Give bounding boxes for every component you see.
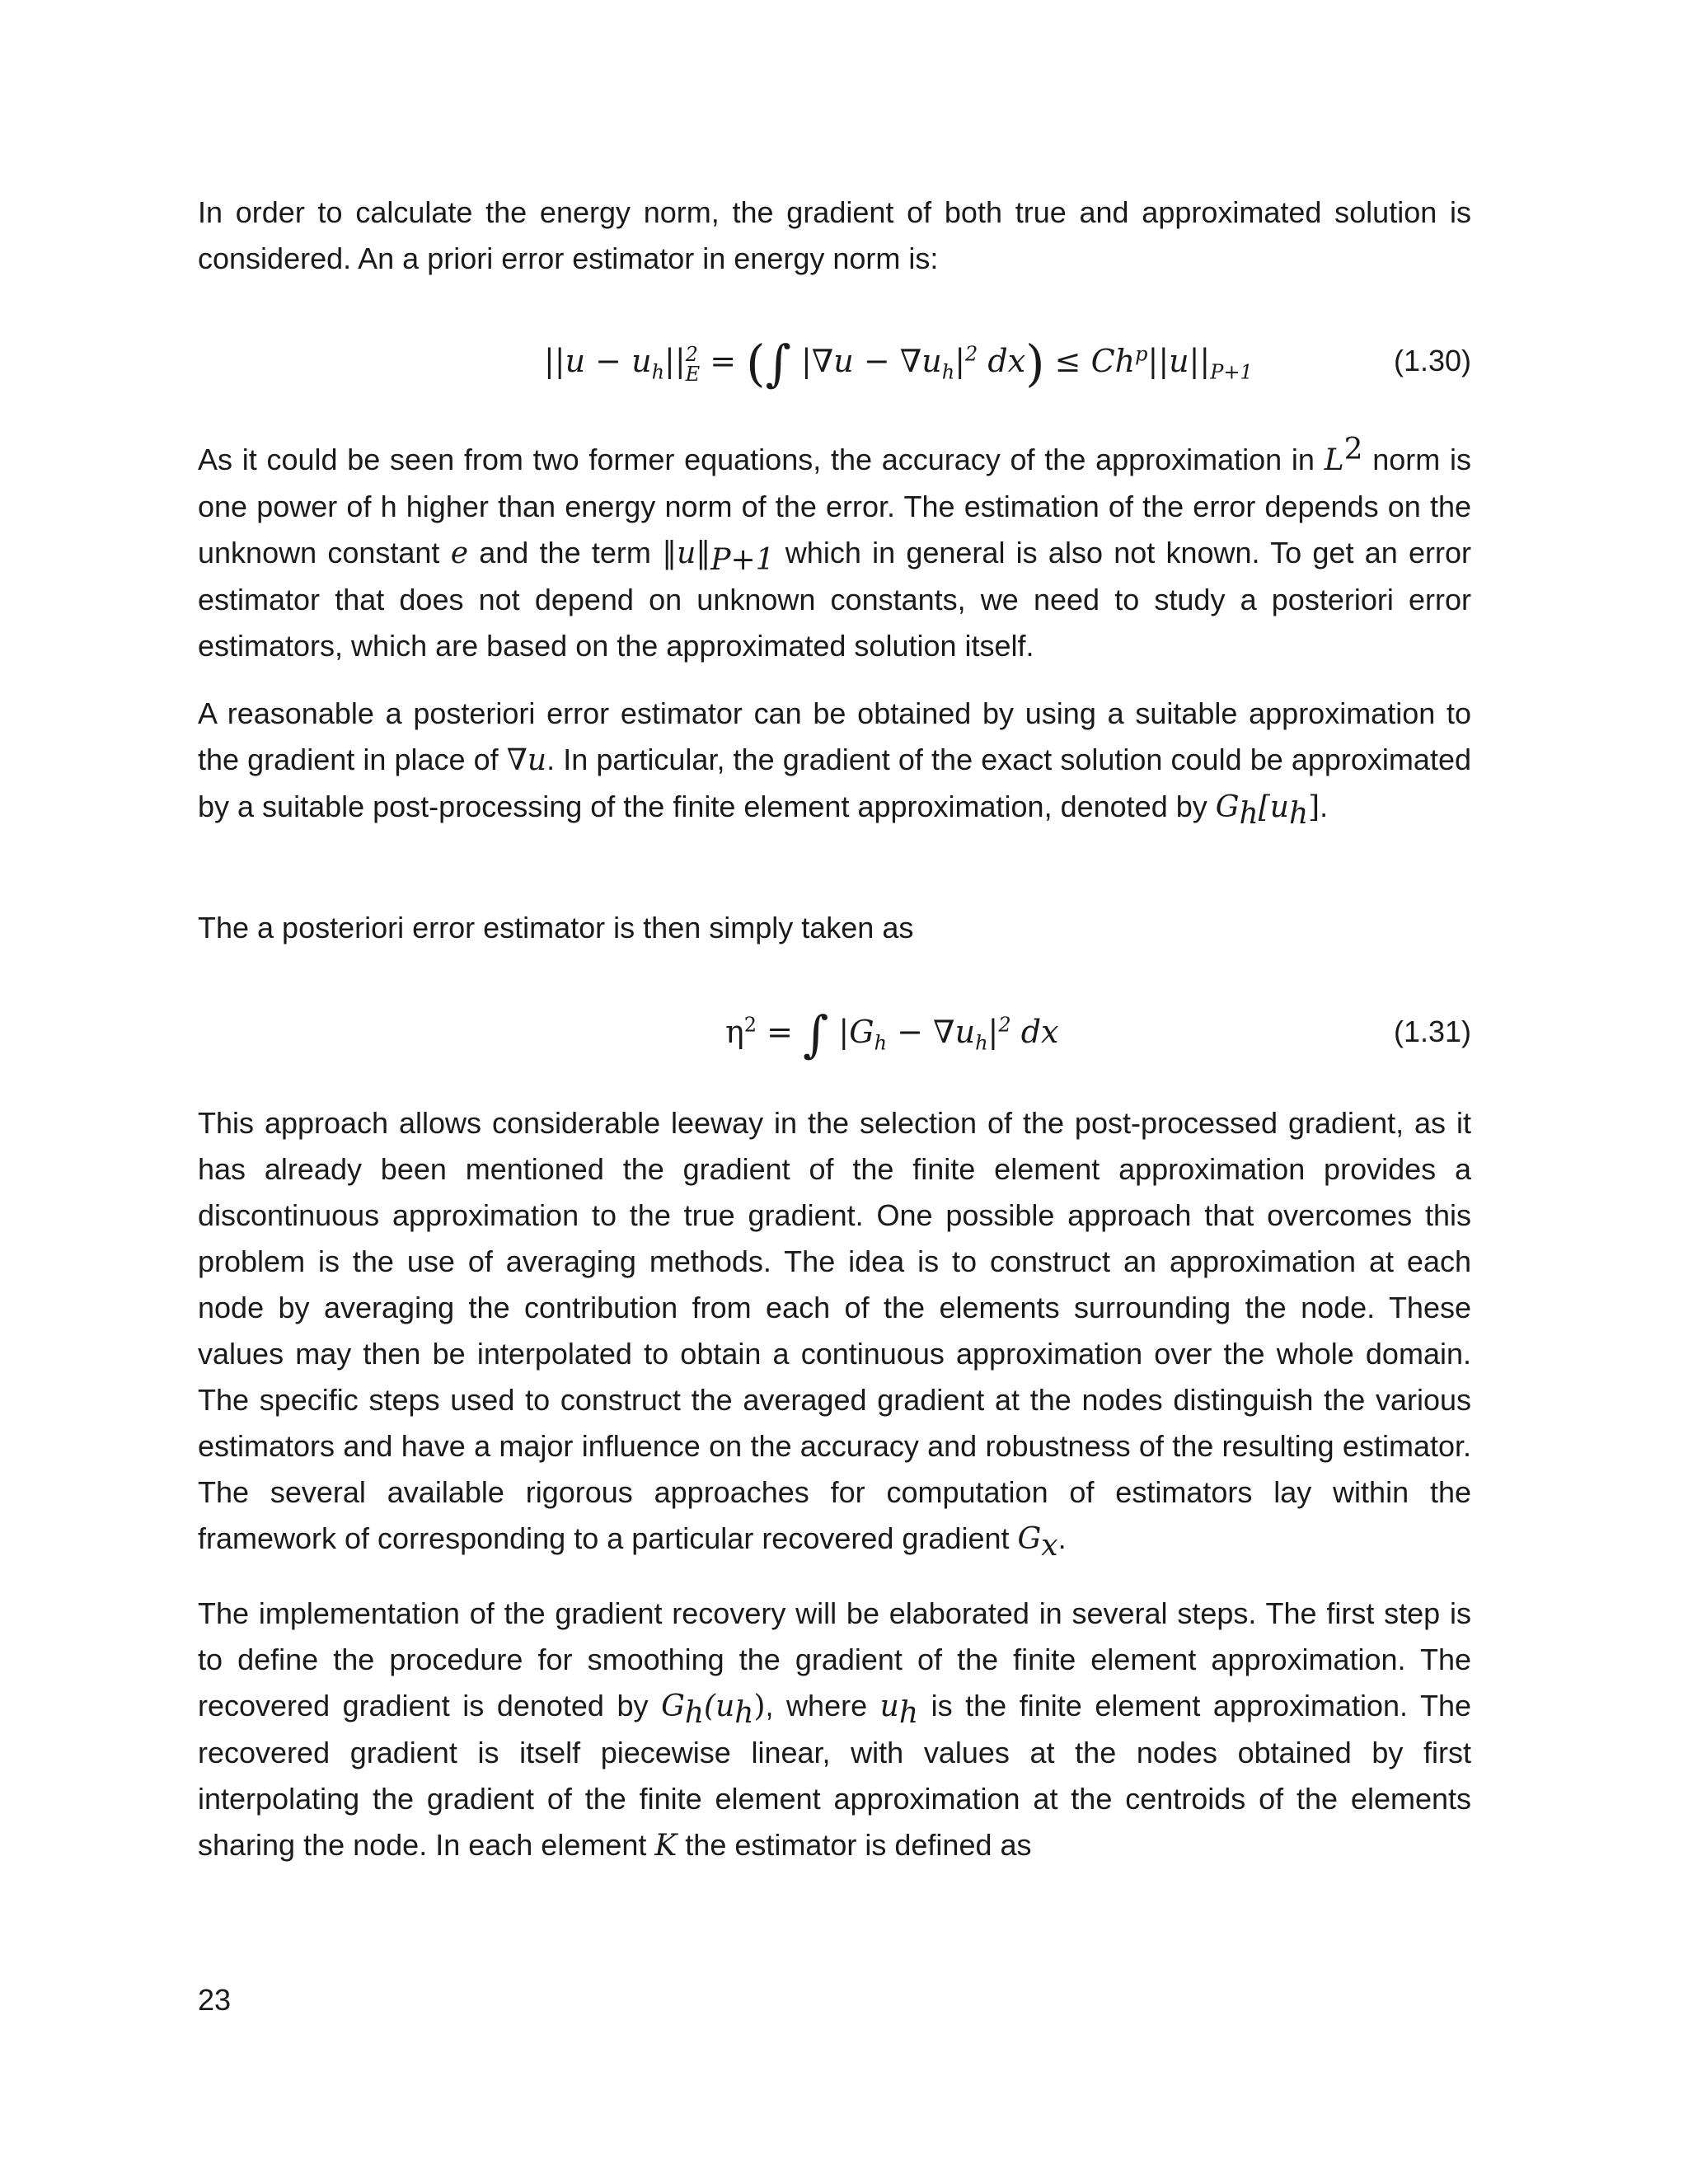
paragraph-text: , where bbox=[765, 1689, 880, 1722]
eq-dx: dx bbox=[978, 343, 1026, 379]
paragraph-text: This approach allows considerable leeway in the selection of the post-processed gradient, as it has already been mentioned the gradient of the finite element approximation provides a discontinuous approximation to the true gradient. One possible approach that overcomes this problem is the use of averaging methods. The idea is to construct an approximation at each node by averaging the contribution from each of the elements surrounding the node. These values may then be interpolated to obtain a continuous approximation over the whole domain. The specific steps used to construct the averaged gradient at the nodes distinguish the various estimators and have a major influence on the accuracy and robustness of the resulting estimator. The several available rigorous approaches for computation of estimators lay within the framework of corresponding to a particular recovered gradient bbox=[198, 1106, 1471, 1555]
paragraph-text: The implementation of the gradient recovery will be elaborated in several steps. The first step is to define the procedure for smoothing the gradient of the finite element approximation. The recovered gradient is denoted by bbox=[198, 1596, 1471, 1722]
eq-equals: = bbox=[700, 343, 747, 379]
eq-rhs: Ch bbox=[1090, 343, 1136, 379]
math-G-arg-close: ] bbox=[1308, 790, 1320, 824]
eq-integrand-sup: 2 bbox=[998, 1013, 1011, 1037]
math-L: L bbox=[1324, 443, 1344, 477]
eq-leq: ≤ bbox=[1044, 343, 1091, 379]
paragraph-estimator-taken bbox=[198, 905, 1471, 951]
paragraph-text: As it could be seen from two former equations, the accuracy of the approximation in bbox=[198, 443, 1325, 476]
paragraph-text: In order to calculate the energy norm, the gradient of both true and approximated solution is considered. An a priori error estimator in energy norm is: bbox=[198, 195, 1471, 275]
eq-integrand-sub: h bbox=[874, 1031, 888, 1055]
math-G-arg: [u bbox=[1258, 790, 1289, 824]
paragraph-accuracy bbox=[198, 433, 1471, 669]
eq-integral-sign: ∫ bbox=[803, 1005, 829, 1064]
paragraph-text: The a posteriori error estimator is then simply taken as bbox=[198, 911, 914, 944]
eq-lhs-close: || bbox=[664, 343, 686, 379]
eq-rhs-sup: p bbox=[1135, 342, 1148, 366]
eq-minus-grad: − ∇u bbox=[887, 1014, 976, 1050]
eq-integral-sign: ∫ bbox=[765, 335, 791, 393]
eq-integrand-sup: 2 bbox=[965, 342, 978, 366]
eq-lhs: ||u − u bbox=[544, 343, 652, 379]
equation-number: (1.31) bbox=[1393, 1015, 1471, 1048]
eq-integrand-sub: h bbox=[975, 1031, 988, 1055]
paragraph-text: . bbox=[1320, 790, 1329, 823]
math-G-arg-close: ) bbox=[753, 1690, 766, 1723]
math-G-x-sub: x bbox=[1041, 1529, 1058, 1563]
eq-lhs-norm-sup: 2 bbox=[685, 342, 698, 366]
paragraph-averaging-methods bbox=[198, 1100, 1471, 1563]
eq-lhs-sup: 2 bbox=[743, 1013, 757, 1037]
eq-integrand-sub: h bbox=[941, 360, 955, 384]
equation-1-30 bbox=[198, 324, 1471, 398]
math-u-sub: h bbox=[898, 1696, 919, 1731]
math-G-x: G bbox=[1017, 1522, 1042, 1556]
eq-integrand: |G bbox=[828, 1014, 874, 1050]
eq-equals: = bbox=[757, 1014, 804, 1050]
paragraph-text: A reasonable a posteriori error estimator can be obtained by using a suitable approximation to the gradient in place of bbox=[198, 696, 1471, 776]
paragraph-text: . bbox=[1057, 1521, 1067, 1555]
math-norm-u-sub: P+1 bbox=[710, 543, 775, 578]
paragraph-text: . In particular, the gradient of the exact solution could be approximated by a suitable post-processing of the finite element approximation, denoted by bbox=[198, 743, 1471, 823]
eq-lhs-sub: h bbox=[651, 360, 665, 384]
math-G-arg-sub: h bbox=[734, 1696, 754, 1731]
math-G-arg-sub: h bbox=[1288, 797, 1309, 832]
eq-lhs: η bbox=[725, 1014, 744, 1050]
math-norm-u: ‖u‖ bbox=[662, 537, 711, 570]
math-G-sub: h bbox=[1239, 797, 1259, 832]
eq-close-paren: ) bbox=[1025, 335, 1045, 393]
paragraph-text: which in general is also not known. To get an error estimator that does not depend on unknown constants, we need to study a posteriori error estimators, which are based on the approximated solution itself. bbox=[198, 536, 1471, 663]
paragraph-text: norm is one power of h higher than energy norm of the error. The estimation of the error depends on the unknown constant bbox=[198, 443, 1471, 569]
math-G: G bbox=[661, 1690, 685, 1723]
equation-1-31 bbox=[198, 995, 1471, 1069]
eq-integrand-close: | bbox=[987, 1014, 999, 1050]
paragraph-text: and the term bbox=[468, 536, 663, 569]
math-K: K bbox=[654, 1829, 678, 1863]
eq-lhs-norm-sub: E bbox=[685, 362, 701, 386]
equation-number: (1.30) bbox=[1393, 344, 1471, 377]
eq-dx: dx bbox=[1010, 1014, 1059, 1050]
math-u: u bbox=[879, 1690, 899, 1723]
equation-1-31-body bbox=[725, 995, 1058, 1069]
eq-open-paren: ( bbox=[746, 335, 766, 393]
paragraph-energy-norm-intro bbox=[198, 190, 1471, 282]
page-number: 23 bbox=[198, 1983, 232, 2017]
eq-integrand-close: | bbox=[954, 343, 966, 379]
math-G-sub: h bbox=[684, 1696, 705, 1731]
math-G-arg: (u bbox=[704, 1690, 735, 1723]
paragraph-text: is the finite element approximation. The recovered gradient is itself piecewise linear, with values at the nodes obtained by first interpolating the gradient of the finite element approximation at the centroids of the elements sharing the node. In each element bbox=[198, 1689, 1471, 1862]
math-grad-u: ∇u bbox=[506, 743, 547, 777]
eq-rhs-norm: ||u|| bbox=[1147, 343, 1211, 379]
paragraph-posteriori-estimator bbox=[198, 691, 1471, 831]
eq-rhs-sub: P+1 bbox=[1210, 360, 1253, 384]
equation-1-30-body bbox=[544, 324, 1253, 398]
paragraph-gradient-recovery bbox=[198, 1591, 1471, 1869]
math-G: G bbox=[1215, 790, 1240, 824]
eq-integrand: |∇u − ∇u bbox=[790, 343, 942, 379]
math-L-sup: 2 bbox=[1343, 433, 1363, 466]
math-constant-e: e bbox=[450, 537, 468, 570]
paragraph-text: the estimator is defined as bbox=[677, 1828, 1032, 1862]
